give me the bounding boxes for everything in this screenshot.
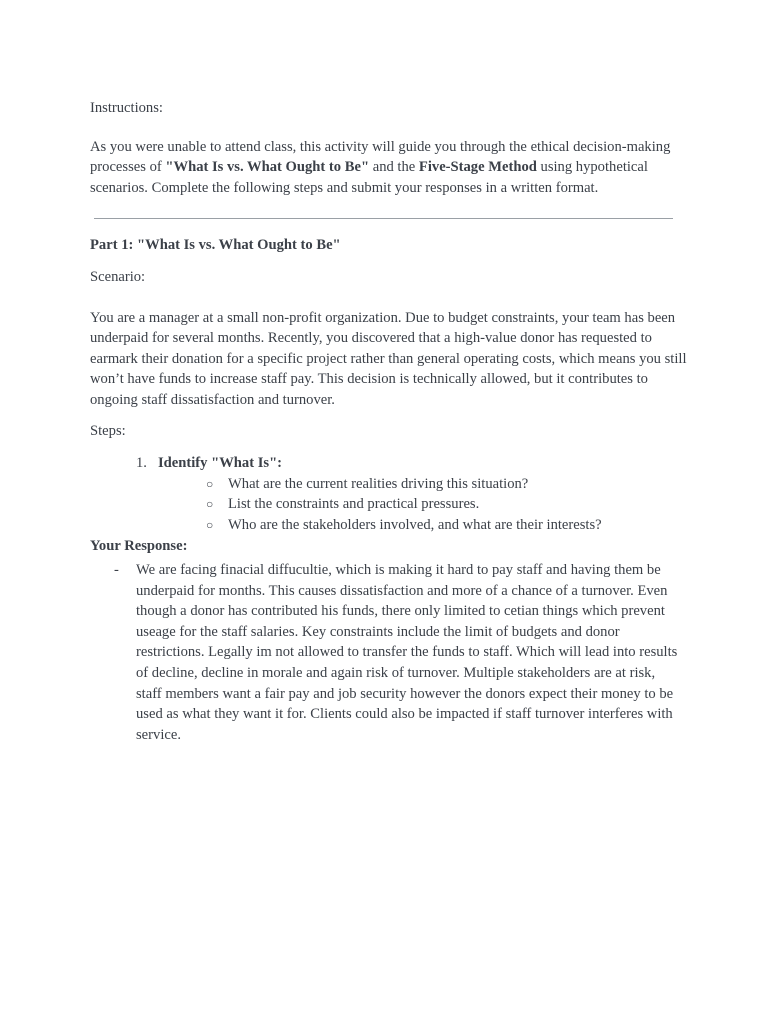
circle-bullet-icon: ○: [206, 476, 214, 491]
instructions-heading: Instructions:: [90, 100, 163, 116]
intro-bold-what-is: "What Is vs. What Ought to Be": [165, 159, 370, 176]
part1-title: Part 1: "What Is vs. What Ought to Be": [90, 237, 341, 254]
scenario-label: Scenario:: [90, 268, 146, 285]
step-1: [90, 453, 690, 474]
step-1-number: 1.: [136, 455, 147, 472]
scenario-text: You are a manager at a small non-profit organization. Due to budget constraints, your team has been underpaid for several months. Recently, you discovered that a high-value donor has requested to earmark their donation for a specific project rather than general operating costs, which means you still won’t have funds to increase staff pay. This decision is technically allowed, but it contributes to ongoing staff dissatisfaction and turnover.: [90, 309, 687, 408]
intro-text-1: As you were unable to attend class, this activity will guide you through the ethical decision-making processes of: [90, 138, 671, 176]
intro-text-3: using hypothetical scenarios. Complete the following steps and submit your responses in a written format.: [90, 159, 648, 196]
step-1-title: Identify "What Is":: [158, 455, 283, 472]
circle-bullet-icon: ○: [206, 517, 214, 532]
intro-bold-five-stage: Five-Stage Method: [418, 159, 537, 176]
instructions-intro: [90, 137, 690, 199]
list-item: [90, 494, 690, 515]
intro-text-2: and the: [369, 159, 419, 176]
dash-bullet-icon: -: [114, 562, 119, 579]
response-item: [90, 560, 684, 745]
sub-item-text: Who are the stakeholders involved, and what are their interests?: [228, 516, 602, 533]
step-1-sub-list: [90, 474, 690, 536]
sub-item-text: What are the current realities driving this situation?: [228, 475, 529, 492]
response-text: We are facing finacial diffucultie, which is making it hard to pay staff and having them be underpaid for months. This causes dissatisfaction and more of a chance of a turnover. Even though a donor has contributed his funds, there only limited to cetian things which prevent useage for the staff salaries. Key constraints include the limit of budgets and donor restrictions. Legally im not allowed to transfer the funds to staff. Which will lead into results of decline, decline in morale and again risk of turnover. Multiple stakeholders are at risk, staff members want a fair pay and job security however the donors expect their money to be used as what they want it for. Clients could also be impacted if staff turnover interferes with service.: [136, 562, 678, 743]
steps-label: Steps:: [90, 422, 126, 439]
response-label: Your Response:: [90, 537, 188, 554]
list-item: [90, 515, 690, 536]
list-item: [90, 474, 690, 495]
horizontal-divider: [94, 218, 673, 219]
sub-item-text: List the constraints and practical pressures.: [228, 496, 480, 513]
circle-bullet-icon: ○: [206, 497, 214, 512]
document-page: [90, 98, 690, 745]
